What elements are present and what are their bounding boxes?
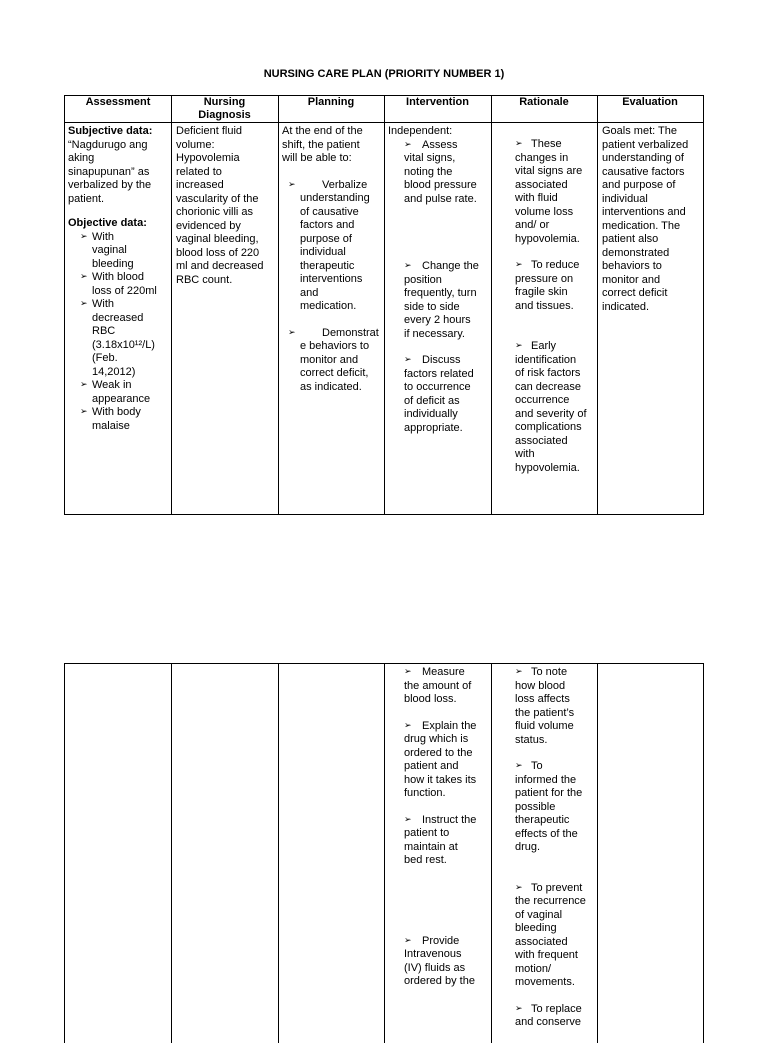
subjective-label: Subjective data: bbox=[68, 125, 153, 137]
header-intervention: Intervention bbox=[406, 96, 469, 108]
rationale-item: ➢ To note how blood loss affects the patient’s fluid volume status. bbox=[515, 666, 575, 746]
assessment-cell bbox=[68, 125, 170, 433]
bullet-arrow-icon: ➢ bbox=[288, 179, 296, 190]
objective-item: ➢ With blood loss of 220ml bbox=[80, 271, 157, 297]
objective-item: ➢ With body malaise bbox=[80, 406, 141, 432]
planning-goal: ➢ Verbalize understanding of causative factors and purpose of individual therapeutic interventions and medication. bbox=[288, 178, 370, 312]
bullet-arrow-icon: ➢ bbox=[80, 380, 88, 390]
care-plan-table-continued bbox=[64, 663, 704, 1043]
bullet-arrow-icon: ➢ bbox=[80, 407, 88, 417]
intervention-item: ➢ Change the position frequently, turn side to side every 2 hours if necessary. bbox=[404, 260, 479, 340]
intervention-item: ➢ Provide Intravenous (IV) fluids as ordered by the bbox=[404, 934, 475, 987]
intervention-item: ➢ Instruct the patient to maintain at bed rest. bbox=[404, 813, 477, 866]
bullet-arrow-icon: ➢ bbox=[404, 355, 412, 365]
bullet-arrow-icon: ➢ bbox=[80, 272, 88, 282]
header-rationale: Rationale bbox=[519, 96, 569, 108]
subjective-text: “Nagdurugo ang aking sinapupunan” as verbalized by the patient. bbox=[68, 138, 152, 205]
bullet-arrow-icon: ➢ bbox=[515, 761, 523, 771]
planning-goal: ➢ Demonstrat e behaviors to monitor and correct deficit, as indicated. bbox=[288, 326, 379, 393]
intervention-item: ➢ Assess vital signs, noting the blood pressure and pulse rate. bbox=[404, 138, 477, 205]
evaluation-text: Goals met: The patient verbalized understanding of causative factors and purpose of individual interventions and medication. The patient also demonstrated behaviors to monitor and correct deficit indicated. bbox=[602, 125, 689, 313]
bullet-arrow-icon: ➢ bbox=[404, 935, 412, 946]
bullet-arrow-icon: ➢ bbox=[80, 231, 88, 242]
bullet-arrow-icon: ➢ bbox=[515, 667, 523, 677]
rationale-item: ➢ To informed the patient for the possible therapeutic effects of the drug. bbox=[515, 760, 583, 853]
intervention-item: ➢ Measure the amount of blood loss. bbox=[404, 666, 472, 705]
header-assessment: Assessment bbox=[85, 96, 151, 108]
rationale-item: ➢ Early identification of risk factors can decrease occurrence and severity of complications associated with hypovolemia. bbox=[515, 340, 587, 474]
page-title: NURSING CARE PLAN (PRIORITY NUMBER 1) bbox=[263, 68, 505, 80]
objective-item: ➢ Weak in appearance bbox=[80, 379, 151, 405]
bullet-arrow-icon: ➢ bbox=[288, 327, 296, 338]
objective-item: ➢ With vaginal bleeding bbox=[80, 230, 134, 270]
diagnosis-text: Deficient fluid volume: Hypovolemia related to increased vascularity of the chorionic villi as evidenced by vaginal bleeding, blood loss of 220 ml and decreased RBC count. bbox=[176, 125, 264, 286]
care-plan-table bbox=[64, 95, 704, 515]
bullet-arrow-icon: ➢ bbox=[515, 1003, 523, 1014]
objective-item: ➢ With decreased RBC (3.18x10¹²/L) (Feb. 14,2012) bbox=[80, 298, 155, 378]
bullet-arrow-icon: ➢ bbox=[404, 139, 412, 150]
intervention-item: ➢ Discuss factors related to occurrence of deficit as individually appropriate. bbox=[404, 354, 474, 434]
rationale-item: ➢ These changes in vital signs are associated with fluid volume loss and/ or hypovolemia. bbox=[515, 138, 583, 245]
intervention-cell bbox=[388, 125, 490, 435]
bullet-arrow-icon: ➢ bbox=[515, 882, 523, 893]
rationale-cell bbox=[515, 138, 597, 475]
rationale-cell-continued bbox=[515, 666, 597, 1030]
bullet-arrow-icon: ➢ bbox=[80, 299, 88, 309]
intervention-cell-continued bbox=[388, 666, 490, 989]
intervention-item: ➢ Explain the drug which is ordered to the patient and how it takes its function. bbox=[404, 719, 477, 799]
bullet-arrow-icon: ➢ bbox=[404, 814, 412, 825]
bullet-arrow-icon: ➢ bbox=[515, 139, 523, 149]
rationale-item: ➢ To prevent the recurrence of vaginal bleeding associated with frequent motion/ movements. bbox=[515, 881, 586, 988]
planning-cell bbox=[282, 125, 382, 394]
bullet-arrow-icon: ➢ bbox=[515, 260, 523, 270]
bullet-arrow-icon: ➢ bbox=[404, 720, 412, 731]
intervention-label: Independent: bbox=[388, 125, 453, 137]
header-evaluation: Evaluation bbox=[622, 96, 678, 108]
rationale-item: ➢ To replace and conserve bbox=[515, 1002, 582, 1028]
bullet-arrow-icon: ➢ bbox=[404, 667, 412, 677]
rationale-item: ➢ To reduce pressure on fragile skin and tissues. bbox=[515, 259, 580, 312]
planning-intro: At the end of the shift, the patient will be able to: bbox=[282, 125, 363, 164]
objective-label: Objective data: bbox=[68, 217, 147, 229]
bullet-arrow-icon: ➢ bbox=[515, 341, 523, 351]
header-planning: Planning bbox=[307, 96, 355, 108]
bullet-arrow-icon: ➢ bbox=[404, 261, 412, 271]
header-nursing-diagnosis: Nursing Diagnosis bbox=[198, 96, 251, 121]
